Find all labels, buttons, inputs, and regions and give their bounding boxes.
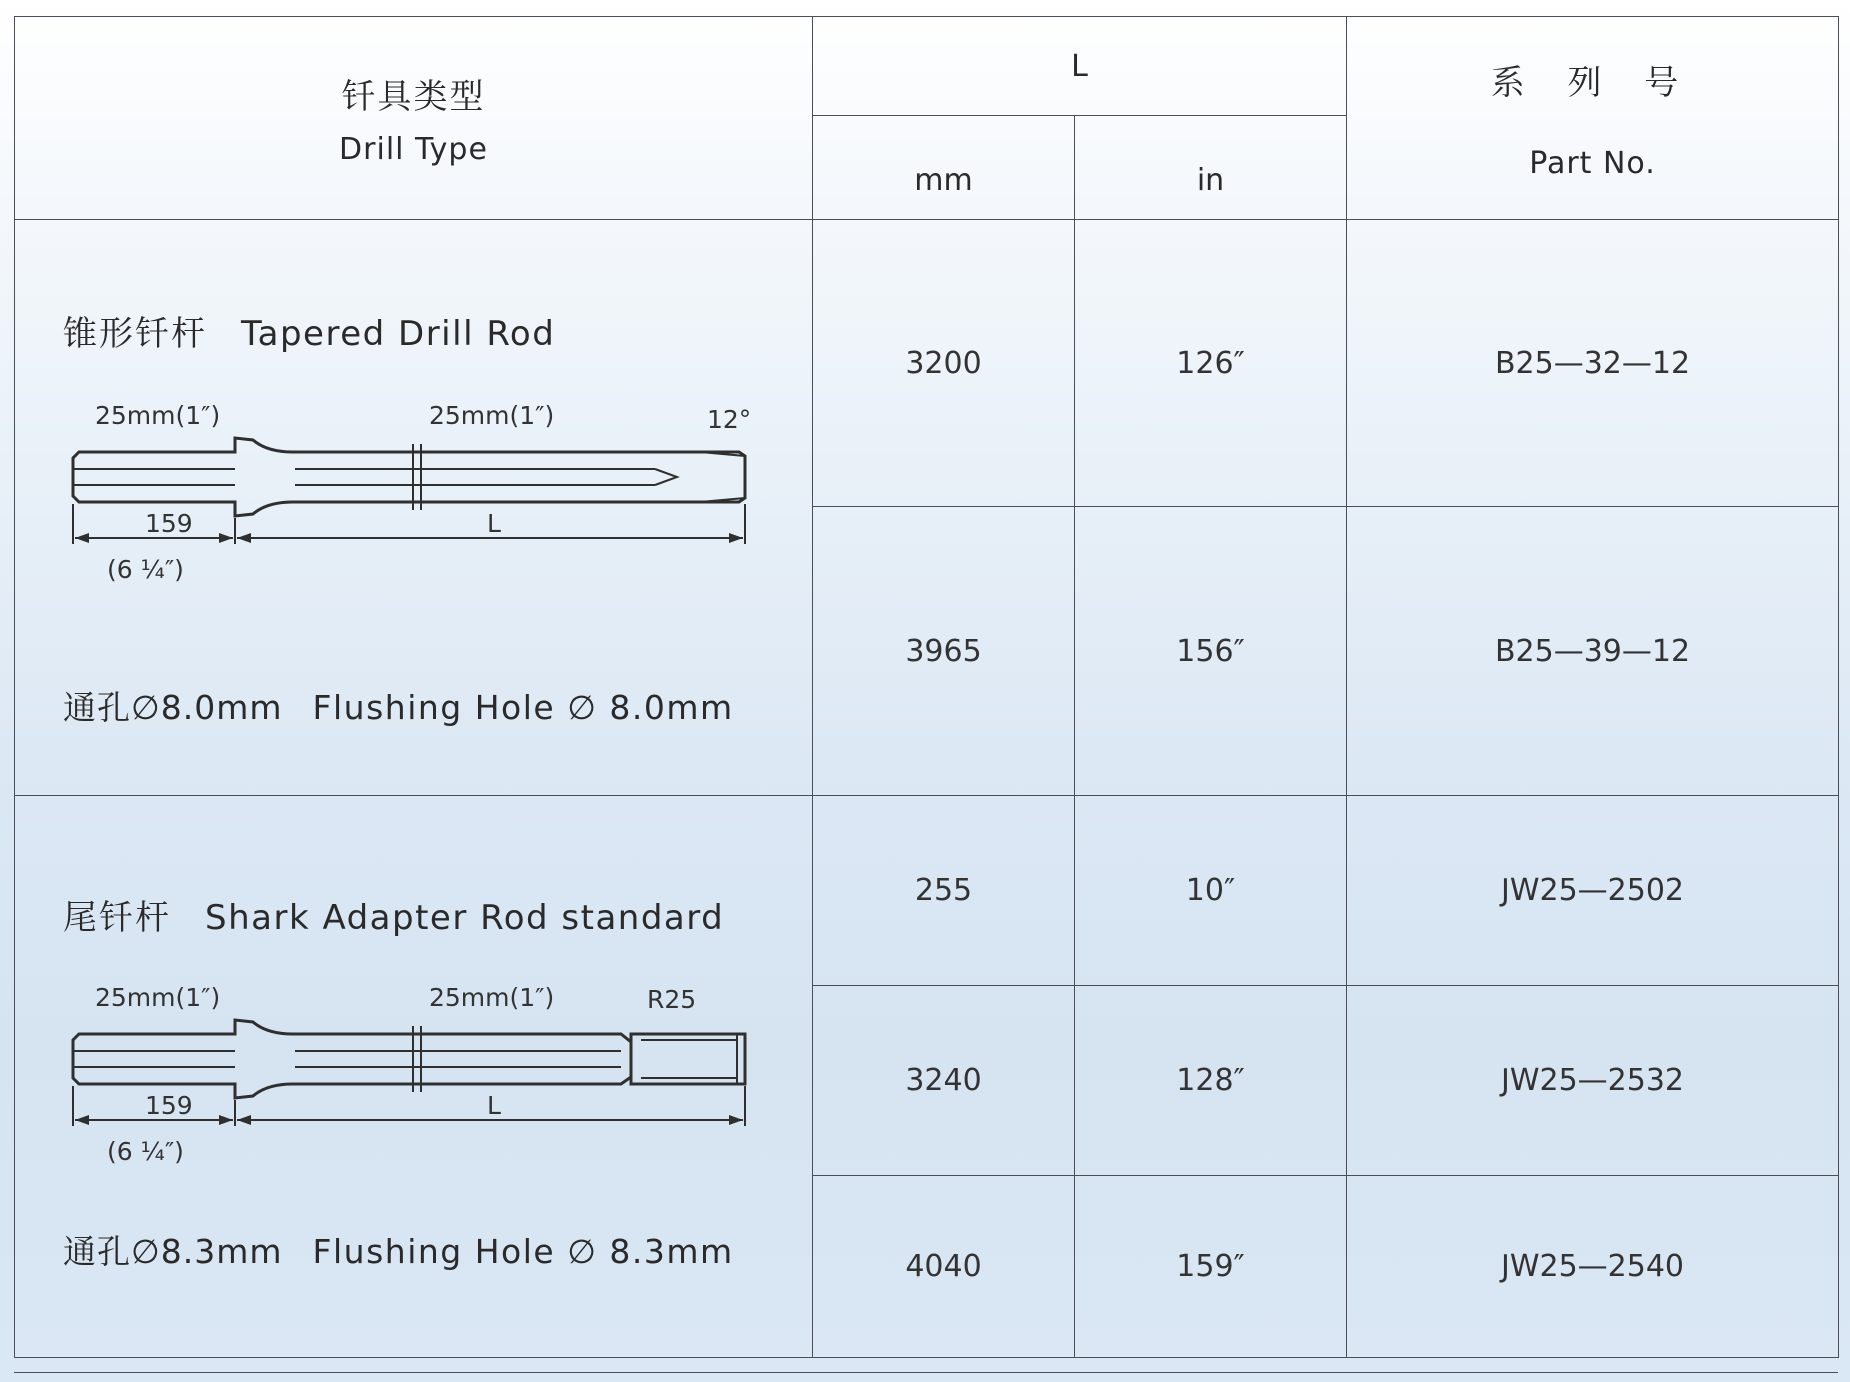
cell-mm: 3240 (813, 986, 1075, 1176)
part-no-cn: 系 列 号 (1490, 63, 1695, 103)
adapter-rod-title-cn: 尾钎杆 (63, 898, 171, 938)
cell-mm: 3965 (813, 507, 1075, 796)
cell-mm: 255 (813, 796, 1075, 986)
tapered-rod-title-cn: 锥形钎杆 (63, 314, 207, 354)
adapter-rod-title-en: Shark Adapter Rod standard (205, 898, 725, 938)
drill-spec-table (14, 16, 1839, 1358)
adapter-rod-title (63, 890, 724, 939)
tapered-flushing-hole (63, 682, 734, 729)
cell-in: 126″ (1075, 220, 1347, 507)
tapered-label-left: 25mm(1″) (95, 401, 221, 430)
header-part-no (1347, 17, 1839, 220)
cell-mm: 4040 (813, 1176, 1075, 1358)
tapered-label-angle: 12° (707, 405, 752, 434)
adapter-flushing-en: Flushing Hole ∅ 8.3mm (312, 1232, 734, 1271)
part-no-en: Part No. (1529, 146, 1656, 181)
cell-part-no: B25—32—12 (1347, 220, 1839, 507)
adapter-label-thread: R25 (647, 985, 697, 1014)
tapered-rod-title-en: Tapered Drill Rod (241, 314, 556, 354)
cell-in: 10″ (1075, 796, 1347, 986)
tapered-dim-shank-in: (6 ¹⁄₄″) (107, 555, 184, 584)
drill-type-en: Drill Type (339, 132, 488, 167)
adapter-flushing-hole (63, 1226, 734, 1273)
tapered-label-mid: 25mm(1″) (429, 401, 555, 430)
header-length: L (813, 17, 1347, 116)
tapered-flushing-cn: 通孔∅8.0mm (63, 688, 283, 727)
adapter-dim-length: L (487, 1091, 501, 1120)
tapered-dim-shank: 159 (145, 509, 193, 538)
header-unit-mm: mm (813, 116, 1075, 220)
cell-part-no: JW25—2502 (1347, 796, 1839, 986)
adapter-label-mid: 25mm(1″) (429, 983, 555, 1012)
adapter-rod-cell (15, 796, 813, 1358)
adapter-flushing-cn: 通孔∅8.3mm (63, 1232, 283, 1271)
tapered-flushing-en: Flushing Hole ∅ 8.0mm (312, 688, 734, 727)
tapered-rod-title (63, 306, 555, 355)
adapter-dim-shank: 159 (145, 1091, 193, 1120)
tapered-rod-drawing (55, 392, 775, 592)
header-drill-type (15, 17, 813, 220)
tapered-dim-length: L (487, 509, 501, 538)
table-bottom-divider (14, 1372, 1838, 1373)
cell-in: 128″ (1075, 986, 1347, 1176)
cell-mm: 3200 (813, 220, 1075, 507)
adapter-dim-shank-in: (6 ¹⁄₄″) (107, 1137, 184, 1166)
cell-part-no: B25—39—12 (1347, 507, 1839, 796)
drill-type-cn: 钎具类型 (341, 77, 486, 117)
tapered-rod-cell (15, 220, 813, 796)
adapter-rod-drawing (55, 974, 775, 1174)
cell-in: 159″ (1075, 1176, 1347, 1358)
cell-part-no: JW25—2540 (1347, 1176, 1839, 1358)
adapter-label-left: 25mm(1″) (95, 983, 221, 1012)
header-unit-in: in (1075, 116, 1347, 220)
cell-part-no: JW25—2532 (1347, 986, 1839, 1176)
cell-in: 156″ (1075, 507, 1347, 796)
